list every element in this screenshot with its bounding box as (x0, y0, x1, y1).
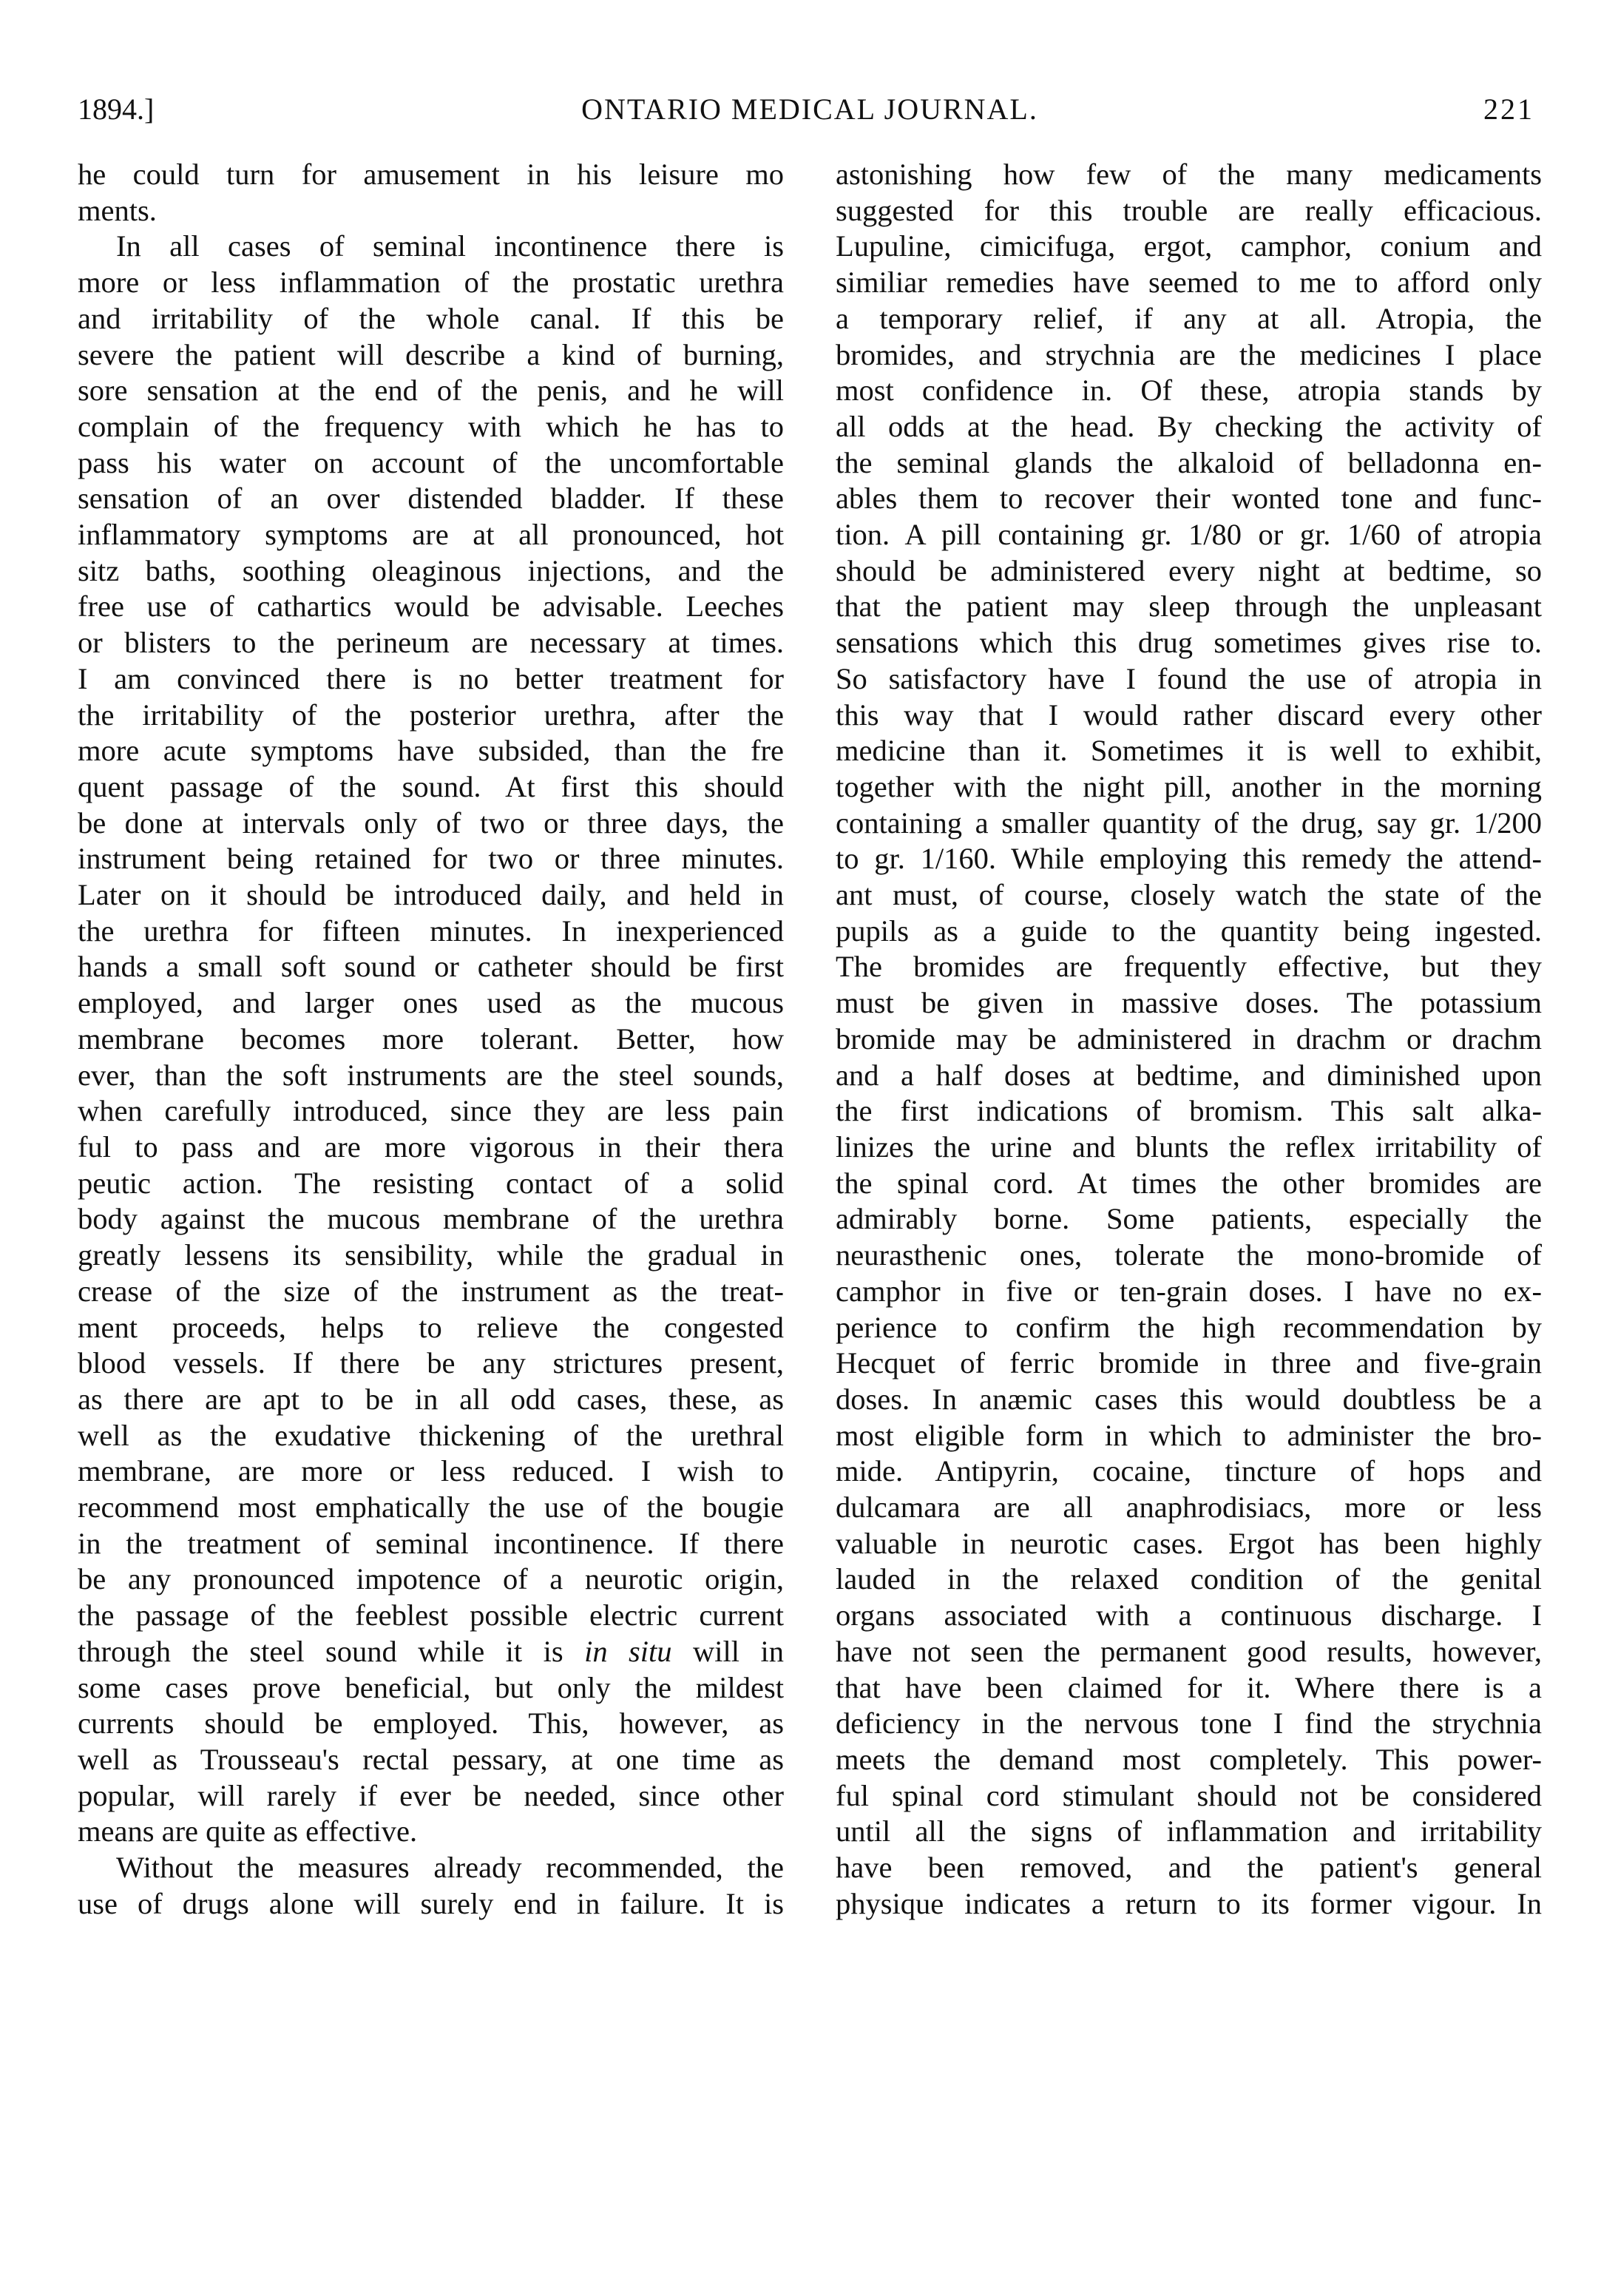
text-line: dulcamara are all anaphrodisiacs, more or less (836, 1490, 1542, 1525)
text-line: sitz baths, soothing oleaginous injections, and the (78, 553, 784, 587)
text-line: astonishing how few of the many medicaments (836, 158, 1542, 191)
text-line: the first indications of bromism. This salt alka- (836, 1094, 1542, 1128)
text-line: camphor in five or ten-grain doses. I have no ex- (836, 1274, 1542, 1308)
text-line: severe the patient will describe a kind of burning, (78, 337, 784, 371)
right-column (836, 157, 1542, 1922)
journal-title: ONTARIO MEDICAL JOURNAL. (581, 92, 1038, 126)
text-line: the urethra for fifteen minutes. In inexperienced (78, 914, 784, 948)
text-line: the seminal glands the alkaloid of belladonna en- (836, 445, 1542, 479)
text-line: in the treatment of seminal incontinence. If there (78, 1526, 784, 1560)
text-line: ever, than the soft instruments are the steel sounds, (78, 1058, 784, 1092)
text-line: doses. In anæmic cases this would doubtless be a (836, 1382, 1542, 1416)
text-line (78, 1634, 784, 1670)
text-line: bromides, and strychnia are the medicines I place (836, 337, 1542, 371)
text-line: blood vessels. If there be any strictures present, (78, 1346, 784, 1380)
text-line: to gr. 1/160. While employing this remedy the attend- (836, 842, 1542, 876)
text-line: this way that I would rather discard every other (836, 698, 1542, 732)
page-number: 221 (1483, 92, 1534, 126)
text-line: medicine than it. Sometimes it is well to exhibit, (836, 734, 1542, 768)
text-line: use of drugs alone will surely end in failure. It is (78, 1886, 784, 1920)
text-line: should be administered every night at bedtime, so (836, 553, 1542, 587)
text-segment: will in (671, 1634, 784, 1668)
text-line: valuable in neurotic cases. Ergot has been highly (836, 1526, 1542, 1560)
text-line: the irritability of the posterior urethra, after the (78, 698, 784, 732)
text-line: a temporary relief, if any at all. Atropia, the (836, 301, 1542, 335)
text-line: or blisters to the perineum are necessary at times. (78, 626, 784, 660)
text-line: well as the exudative thickening of the urethral (78, 1418, 784, 1452)
text-line: instrument being retained for two or three minutes. (78, 842, 784, 876)
issue-year: 1894.] (78, 92, 155, 126)
text-line: physique indicates a return to its former vigour. In (836, 1886, 1542, 1920)
text-line: and a half doses at bedtime, and diminished upon (836, 1058, 1542, 1092)
text-line: have been removed, and the patient's general (836, 1851, 1542, 1885)
text-line: be done at intervals only of two or three days, the (78, 806, 784, 840)
text-line: sensation of an over distended bladder. If these (78, 482, 784, 516)
text-line: and irritability of the whole canal. If this be (78, 301, 784, 335)
text-line: recommend most emphatically the use of the bougie (78, 1490, 784, 1525)
text-line: linizes the urine and blunts the reflex irritability of (836, 1130, 1542, 1164)
text-line: employed, and larger ones used as the mucous (78, 986, 784, 1020)
text-line: ant must, of course, closely watch the state of the (836, 878, 1542, 912)
text-line: most confidence in. Of these, atropia stands by (836, 374, 1542, 408)
text-line: free use of cathartics would be advisable. Leeches (78, 590, 784, 624)
text-line: neurasthenic ones, tolerate the mono-bromide of (836, 1238, 1542, 1272)
text-line: suggested for this trouble are really efficacious. (836, 193, 1542, 227)
text-line: all odds at the head. By checking the activity of (836, 409, 1542, 443)
text-line: ful to pass and are more vigorous in their thera (78, 1130, 784, 1164)
text-line: currents should be employed. This, however, as (78, 1706, 784, 1740)
left-column (78, 157, 784, 1922)
text-line: pupils as a guide to the quantity being ingested. (836, 914, 1542, 948)
text-line: he could turn for amusement in his leisure mo (78, 158, 784, 191)
text-line: the spinal cord. At times the other bromides are (836, 1166, 1542, 1200)
text-line: admirably borne. Some patients, especially the (836, 1202, 1542, 1236)
text-line: most eligible form in which to administer the bro- (836, 1418, 1542, 1452)
text-line: greatly lessens its sensibility, while the gradual in (78, 1238, 784, 1272)
text-line: quent passage of the sound. At first this should (78, 769, 784, 803)
text-line: that have been claimed for it. Where there is a (836, 1670, 1542, 1704)
text-line: means are quite as effective. (78, 1814, 418, 1848)
text-line: containing a smaller quantity of the drug, say gr. 1/200 (836, 806, 1542, 840)
text-line: more acute symptoms have subsided, than the fre (78, 734, 784, 768)
text-line: membrane, are more or less reduced. I wish to (78, 1454, 784, 1488)
text-line: well as Trousseau's rectal pessary, at one time as (78, 1742, 784, 1776)
running-header (78, 87, 1542, 132)
text-line: ables them to recover their wonted tone and func- (836, 482, 1542, 516)
text-line: deficiency in the nervous tone I find the strychnia (836, 1706, 1542, 1740)
text-line: as there are apt to be in all odd cases, these, as (78, 1382, 784, 1416)
text-line: sore sensation at the end of the penis, and he will (78, 374, 784, 408)
text-line: ment proceeds, helps to relieve the congested (78, 1310, 784, 1344)
text-line: ments. (78, 193, 157, 227)
text-line: together with the night pill, another in the morning (836, 769, 1542, 803)
text-line: bromide may be administered in drachm or drachm (836, 1022, 1542, 1056)
text-line: complain of the frequency with which he has to (78, 409, 784, 443)
text-line: sensations which this drug sometimes gives rise to. (836, 626, 1542, 660)
text-line: crease of the size of the instrument as the treat- (78, 1274, 784, 1308)
text-line: body against the mucous membrane of the urethra (78, 1202, 784, 1236)
text-line: more or less inflammation of the prostatic urethra (78, 266, 784, 300)
text-line: the passage of the feeblest possible electric current (78, 1598, 784, 1632)
text-line: In all cases of seminal incontinence there is (116, 229, 784, 263)
text-line: hands a small soft sound or catheter should be first (78, 950, 784, 984)
text-line: until all the signs of inflammation and irritability (836, 1814, 1542, 1848)
text-line: So satisfactory have I found the use of atropia in (836, 661, 1542, 695)
text-line: tion. A pill containing gr. 1/80 or gr. 1/60 of atropia (836, 518, 1542, 552)
text-line: I am convinced there is no better treatment for (78, 661, 784, 695)
text-line: lauded in the relaxed condition of the genital (836, 1562, 1542, 1596)
text-line: Without the measures already recommended, the (116, 1851, 784, 1885)
text-line: some cases prove beneficial, but only the mildest (78, 1670, 784, 1704)
text-line: mide. Antipyrin, cocaine, tincture of hops and (836, 1454, 1542, 1488)
text-line: popular, will rarely if ever be needed, since other (78, 1778, 784, 1812)
text-line: when carefully introduced, since they are less pain (78, 1094, 784, 1128)
text-segment: through the steel sound while it is (78, 1634, 585, 1668)
text-line: must be given in massive doses. The potassium (836, 986, 1542, 1020)
text-line: be any pronounced impotence of a neurotic origin, (78, 1562, 784, 1596)
text-line: organs associated with a continuous discharge. I (836, 1598, 1542, 1632)
text-line: similiar remedies have seemed to me to afford only (836, 266, 1542, 300)
text-line: perience to confirm the high recommendation by (836, 1310, 1542, 1344)
text-line: peutic action. The resisting contact of a solid (78, 1166, 784, 1200)
text-line: have not seen the permanent good results, however, (836, 1634, 1542, 1668)
text-line: Later on it should be introduced daily, and held in (78, 878, 784, 912)
text-line: meets the demand most completely. This power- (836, 1742, 1542, 1776)
text-line: pass his water on account of the uncomfortable (78, 445, 784, 479)
text-line: ful spinal cord stimulant should not be considered (836, 1778, 1542, 1812)
text-line: membrane becomes more tolerant. Better, how (78, 1022, 784, 1056)
text-line: that the patient may sleep through the unpleasant (836, 590, 1542, 624)
text-line: Hecquet of ferric bromide in three and five-grain (836, 1346, 1542, 1380)
text-line: inflammatory symptoms are at all pronounced, hot (78, 518, 784, 552)
text-line: The bromides are frequently effective, but they (836, 950, 1542, 984)
italic-phrase: in situ (584, 1634, 672, 1668)
article-body (78, 157, 1542, 1922)
text-line: Lupuline, cimicifuga, ergot, camphor, conium and (836, 229, 1542, 263)
